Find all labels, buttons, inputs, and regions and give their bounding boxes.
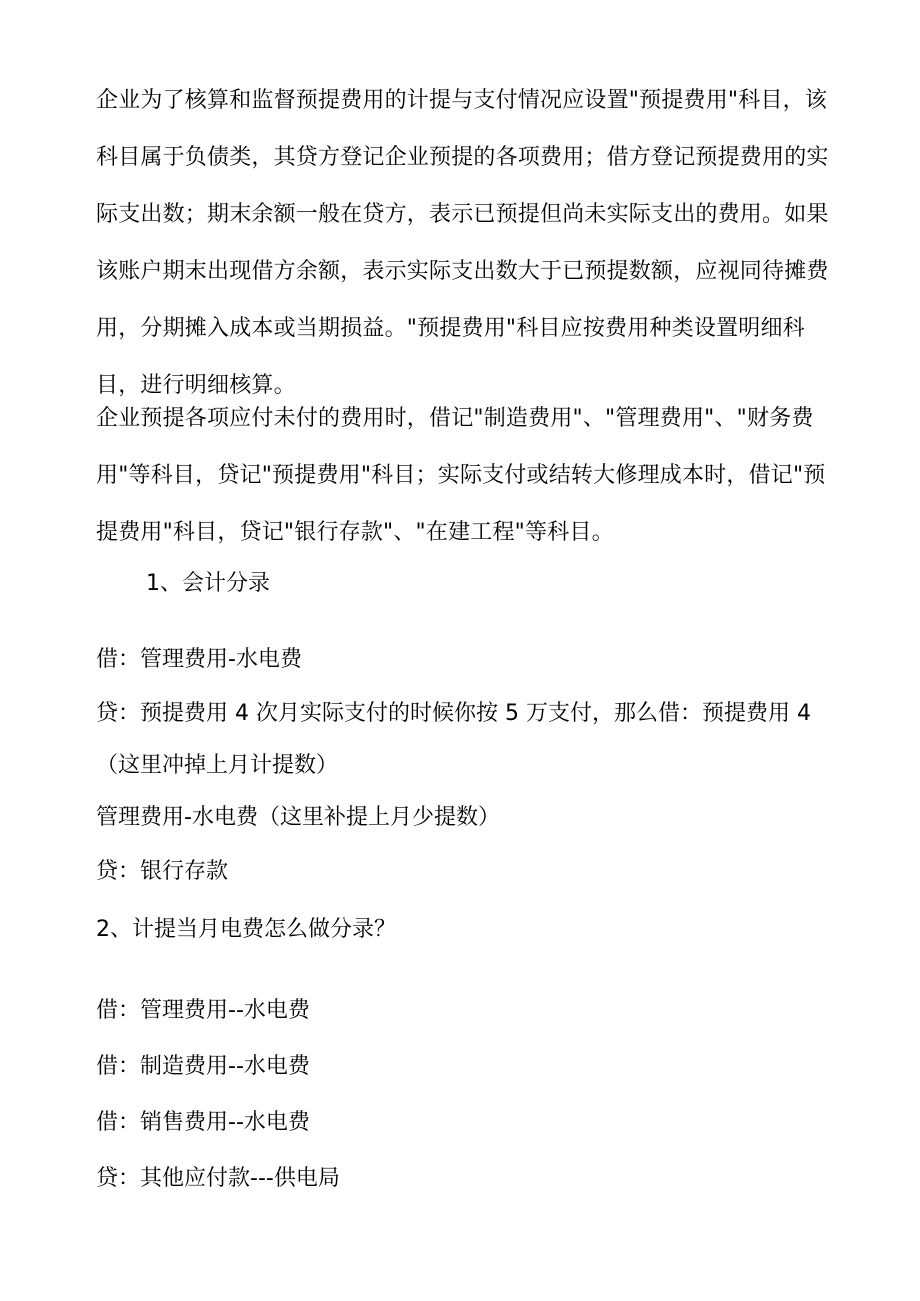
section-1-line: 贷：预提费用 4 次月实际支付的时候你按 5 万支付，那么借：预提费用 4 [96, 701, 811, 726]
section-2-line: 借：制造费用--水电费 [96, 1054, 310, 1079]
section-1-heading: 1、会计分录 [146, 571, 270, 596]
section-1-line: （这里冲掉上月计提数） [96, 753, 339, 778]
section-2-line: 借：管理费用--水电费 [96, 998, 310, 1023]
paragraph-accrued-expense-definition: 企业为了核算和监督预提费用的计提与支付情况应设置"预提费用"科目，该科目属于负债类，其贷方登记企业预提的各项费用；借方登记预提费用的实际支出数；期末余额一般在贷方，表示已预提但尚未实际支出的费用。如果该账户期末出现借方余额，表示实际支出数大于已预提数额，应视同待摊费用，分期摊入成本或当期损益。"预提费用"科目应按费用种类设置明细科目，进行明细核算。 [96, 88, 829, 398]
section-1-line: 管理费用-水电费（这里补提上月少提数） [96, 805, 500, 830]
section-2-line: 贷：其他应付款---供电局 [96, 1166, 340, 1191]
section-2-line: 借：销售费用--水电费 [96, 1110, 310, 1135]
section-2-heading: 2、计提当月电费怎么做分录？ [96, 917, 396, 942]
section-1-line: 借：管理费用-水电费 [96, 647, 302, 672]
paragraph-accrued-expense-entries: 企业预提各项应付未付的费用时，借记"制造费用"、"管理费用"、"财务费用"等科目，贷记"预提费用"科目；实际支付或结转大修理成本时，借记"预提费用"科目，贷记"银行存款"、"在建工程"等科目。 [96, 406, 826, 545]
section-1-line: 贷：银行存款 [96, 859, 229, 884]
